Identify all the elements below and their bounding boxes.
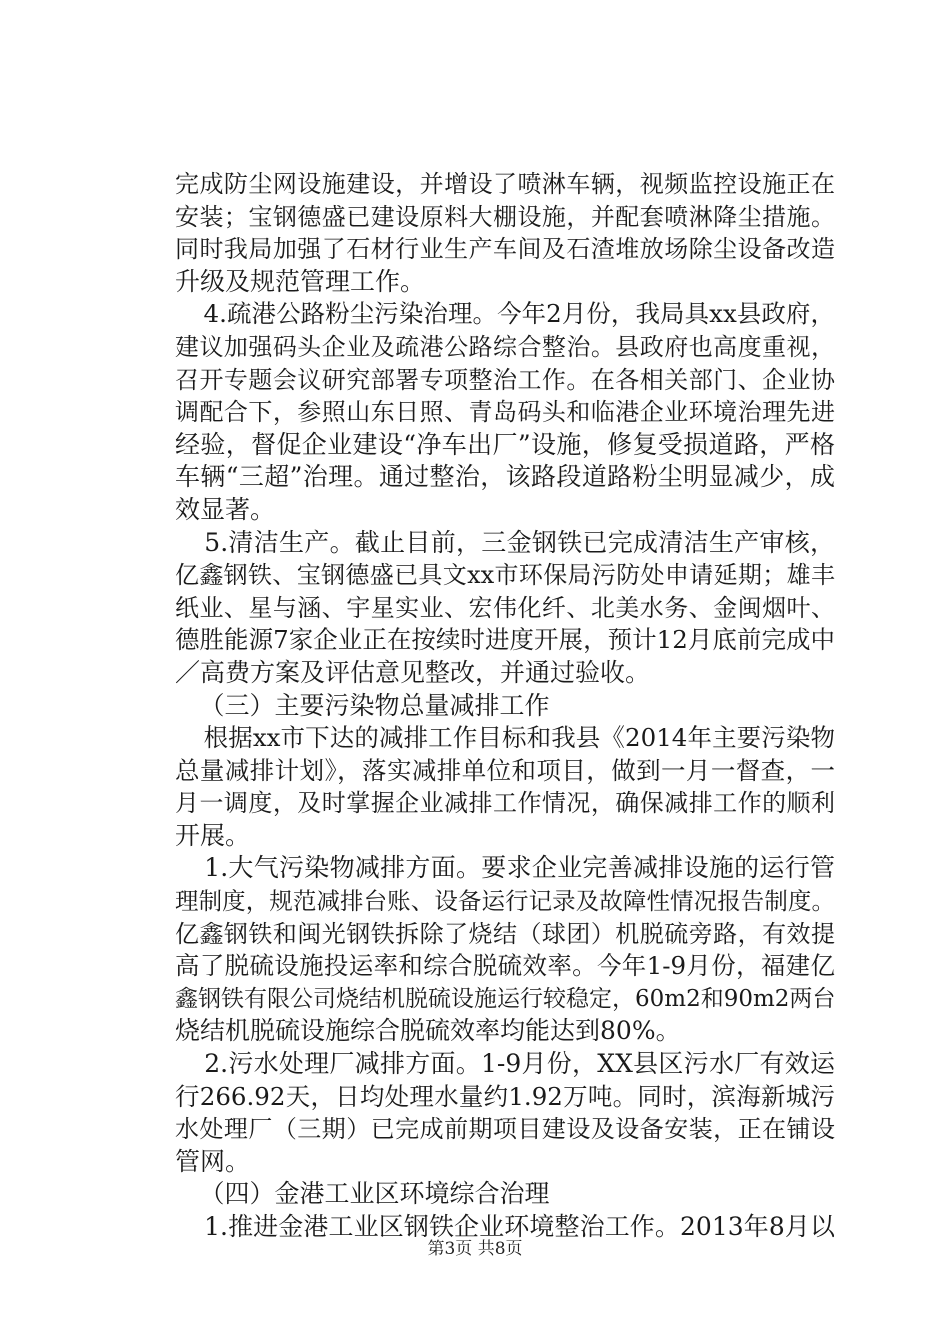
text-line: 亿鑫钢铁和闽光钢铁拆除了烧结（球团）机脱硫旁路，有效提 bbox=[175, 919, 835, 948]
text-line: 开展。 bbox=[175, 820, 251, 850]
text-line: 安装；宝钢德盛已建设原料大棚设施，并配套喷淋降尘措施。 bbox=[175, 202, 835, 231]
page-number-footer: 第3页 共8页 bbox=[427, 1239, 523, 1259]
text-line: 2.污水处理厂减排方面。1-9月份，XX县区污水厂有效运 bbox=[179, 1049, 835, 1079]
text-line: 4.疏港公路粉尘污染治理。今年2月份，我局具xx县政府， bbox=[179, 299, 835, 329]
section-heading: （四）金港工业区环境综合治理 bbox=[187, 1179, 550, 1209]
text-line: 总量减排计划》，落实减排单位和项目，做到一月一督查，一 bbox=[175, 755, 835, 785]
text-line: 德胜能源7家企业正在按续时进度开展，预计12月底前完成中 bbox=[175, 625, 835, 655]
text-line: 1.推进金港工业区钢铁企业环境整治工作。2013年8月以 bbox=[179, 1212, 835, 1241]
text-line: 烧结机脱硫设施综合脱硫效率均能达到80%。 bbox=[175, 1016, 681, 1046]
text-line: 同时我局加强了石材行业生产车间及石渣堆放场除尘设备改造 bbox=[175, 235, 835, 264]
text-line: 完成防尘网设施建设，并增设了喷淋车辆，视频监控设施正在 bbox=[175, 170, 835, 198]
text-line: 鑫钢铁有限公司烧结机脱硫设施运行较稳定，60m2和90m2两台 bbox=[175, 985, 835, 1012]
text-line: 亿鑫钢铁、宝钢德盛已具文xx市环保局污防处申请延期；雄丰 bbox=[175, 561, 835, 590]
text-line: 根据xx市下达的减排工作目标和我县《2014年主要污染物 bbox=[179, 723, 835, 753]
text-line: 1.大气污染物减排方面。要求企业完善减排设施的运行管 bbox=[179, 853, 835, 883]
text-line: 车辆“三超”治理。通过整治，该路段道路粉尘明显减少，成 bbox=[175, 462, 835, 492]
text-line: 水处理厂（三期）已完成前期项目建设及设备安装，正在铺设 bbox=[175, 1115, 835, 1144]
text-line: 纸业、星与涵、宇星实业、宏伟化纤、北美水务、金闽烟叶、 bbox=[175, 593, 835, 622]
text-line: 效显著。 bbox=[175, 494, 276, 524]
text-line: 经验，督促企业建设“净车出厂”设施，修复受损道路，严格 bbox=[175, 429, 835, 459]
section-heading: （三）主要污染物总量减排工作 bbox=[187, 690, 550, 720]
text-line: 行266.92天，日均处理水量约1.92万吨。同时，滨海新城污 bbox=[175, 1081, 835, 1111]
text-line: 月一调度，及时掌握企业减排工作情况，确保减排工作的顺利 bbox=[175, 789, 835, 818]
text-line: 高了脱硫设施投运率和综合脱硫效率。今年1-9月份，福建亿 bbox=[175, 951, 835, 981]
body-text bbox=[175, 168, 835, 1244]
text-line: 调配合下，参照山东日照、青岛码头和临港企业环境治理先进 bbox=[175, 398, 835, 427]
text-line: 召开专题会议研究部署专项整治工作。在各相关部门、企业协 bbox=[175, 365, 835, 394]
text-line: 建议加强码头企业及疏港公路综合整治。县政府也高度重视， bbox=[175, 332, 835, 361]
text-line: ／高费方案及评估意见整改，并通过验收。 bbox=[175, 657, 651, 687]
text-line: 升级及规范管理工作。 bbox=[175, 266, 426, 296]
text-line: 管网。 bbox=[175, 1146, 251, 1176]
text-line: 5.清洁生产。截止目前，三金钢铁已完成清洁生产审核， bbox=[179, 527, 835, 557]
text-line: 理制度，规范减排台账、设备运行记录及故障性情况报告制度。 bbox=[175, 887, 835, 916]
